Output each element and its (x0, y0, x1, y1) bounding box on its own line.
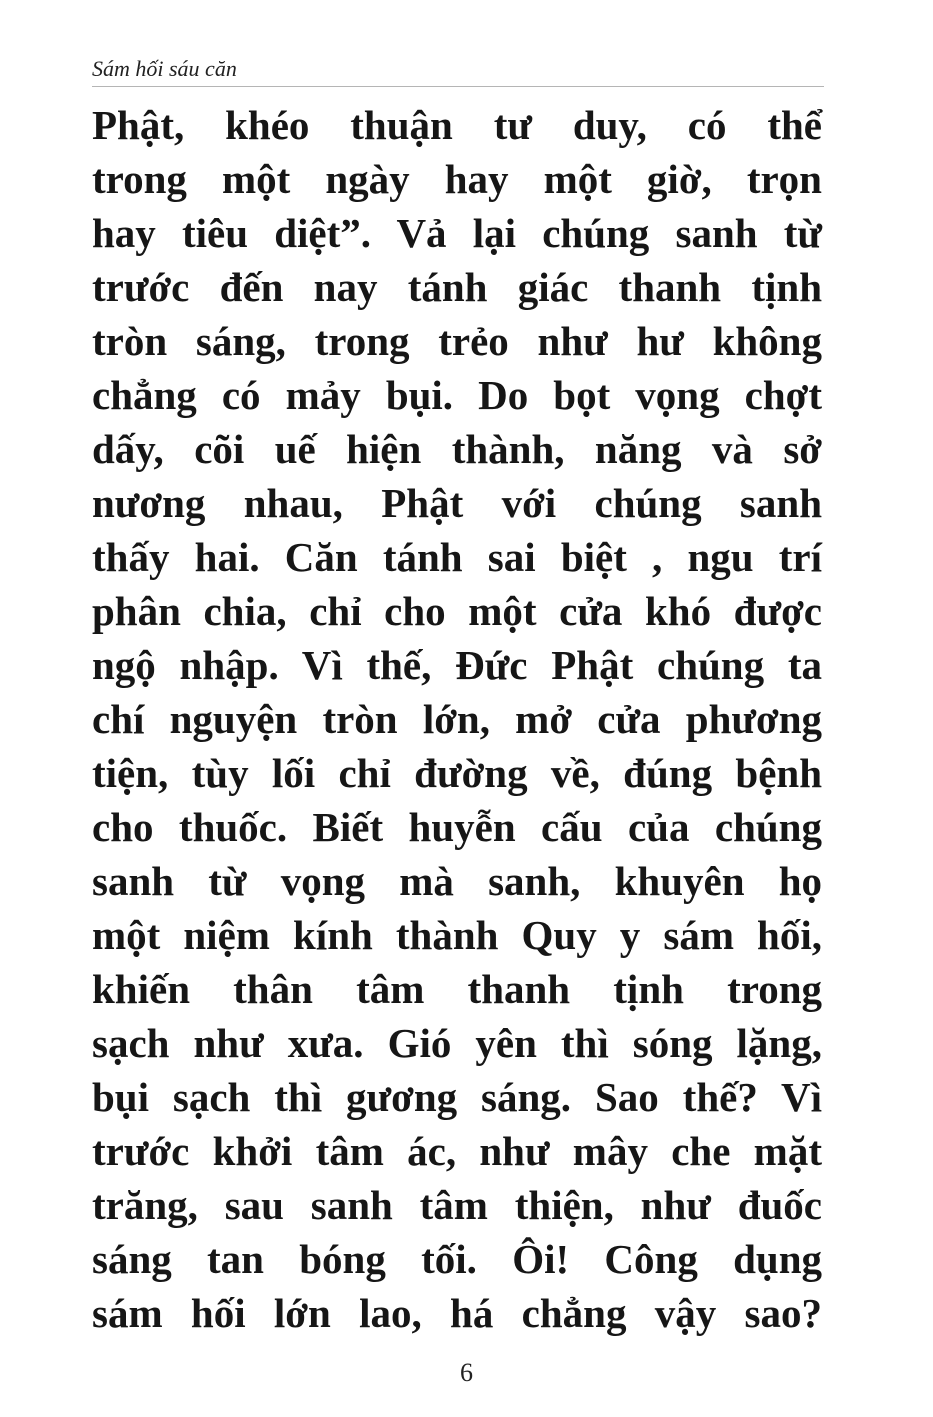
text-line: cho thuốc. Biết huyễn cấu của chúng (92, 804, 822, 850)
text-line: Phật, khéo thuận tư duy, có thể (92, 102, 822, 148)
text-line: bụi sạch thì gương sáng. Sao thế? Vì (92, 1074, 822, 1120)
text-line: ngộ nhập. Vì thế, Đức Phật chúng ta (92, 642, 822, 688)
running-header: Sám hối sáu căn (92, 56, 237, 81)
text-line: thấy hai. Căn tánh sai biệt , ngu trí (92, 534, 822, 580)
text-line: phân chia, chỉ cho một cửa khó được (92, 588, 822, 634)
text-line: trước khởi tâm ác, như mây che mặt (92, 1128, 822, 1174)
page-number: 6 (460, 1358, 473, 1387)
text-line: sám hối lớn lao, há chẳng vậy sao? (92, 1290, 822, 1336)
text-line: dấy, cõi uế hiện thành, năng và sở (92, 426, 822, 472)
text-line: sạch như xưa. Gió yên thì sóng lặng, (92, 1020, 822, 1066)
body-text (92, 98, 822, 1340)
header-divider (92, 86, 824, 87)
text-line: chí nguyện tròn lớn, mở cửa phương (92, 696, 822, 742)
text-line: nương nhau, Phật với chúng sanh (92, 480, 822, 526)
text-line: khiến thân tâm thanh tịnh trong (92, 966, 822, 1012)
text-line: tròn sáng, trong trẻo như hư không (92, 318, 822, 364)
text-line: trước đến nay tánh giác thanh tịnh (92, 264, 822, 310)
text-line: tiện, tùy lối chỉ đường về, đúng bệnh (92, 750, 822, 796)
text-line: một niệm kính thành Quy y sám hối, (92, 912, 822, 958)
text-line: hay tiêu diệt”. Vả lại chúng sanh từ (92, 210, 822, 256)
text-line: sanh từ vọng mà sanh, khuyên họ (92, 858, 822, 904)
text-line: trong một ngày hay một giờ, trọn (92, 156, 822, 202)
text-line: chẳng có mảy bụi. Do bọt vọng chợt (92, 372, 822, 418)
text-line: sáng tan bóng tối. Ôi! Công dụng (92, 1236, 822, 1282)
text-line: trăng, sau sanh tâm thiện, như đuốc (92, 1182, 822, 1228)
